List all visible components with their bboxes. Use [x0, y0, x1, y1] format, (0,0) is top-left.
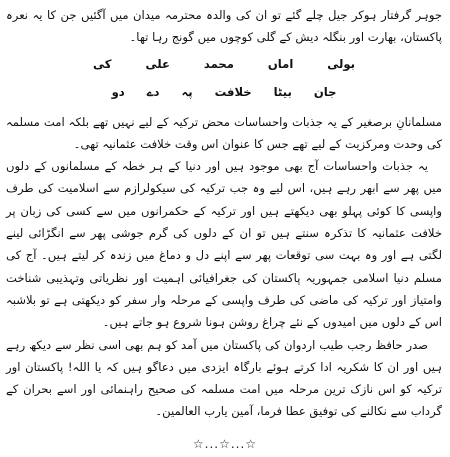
slogan-word: پہ [181, 84, 193, 99]
slogan-word: جان [313, 84, 337, 99]
body-paragraph-1: مسلمانانِ برصغیر کے یہ جذبات واحساسات محض ترکیہ کے لیے نہیں تھے بلکہ امت مسلمہ کی وحدت ومرکزیت کے لیے تھے جس کا عنوان اس وقت خلافت عثمانیہ تھی۔ [6, 114, 442, 151]
slogan-word: بولی [327, 56, 356, 71]
section-divider: ☆...☆...☆ [192, 437, 258, 451]
slogan-word: اماں [267, 56, 294, 71]
body-paragraph-2: یہ جذبات واحساسات آج بھی موجود ہیں اور دنیا کے ہر خطہ کے مسلمانوں کے دلوں میں پھر سے ابھر رہے ہیں، اس لیے وہ جب ترکیہ کی سیکولرازم سے اسلامیت کی طرف واپسی کا کوئی پہلو بھی دیکھتے ہیں اور ترکیہ کے حکمرانوں میں سے کسی کی زبان پر خلافت عثمانیہ کا تذکرہ سنتے ہیں تو ان کے دلوں کی گرم جوشی پھر سے انگڑائی لینے لگتی ہے اور وہ بہت سی توقعات پھر سے اپنے دل و دماغ میں زندہ کر لیتے ہیں۔ آج کی مسلم دنیا اسلامی جمہوریہ پاکستان کی جغرافیائی اہمیت اور نظریاتی وتہذیبی شناخت وامتیاز اور ترکیہ کی ماضی کی طرف واپسی کے مرحلہ وار سفر کو دیکھتی ہے تو بلاشبہ اس کے دلوں میں امیدوں کے نئے چراغ روشن ہونا شروع ہو جاتے ہیں۔ [6, 159, 442, 330]
slogan-verse [6, 51, 442, 109]
slogan-word: خلافت [214, 84, 252, 99]
slogan-line-1 [6, 57, 442, 71]
slogan-line-2 [6, 85, 442, 99]
slogan-word: دو [111, 84, 125, 99]
slogan-word: علی [145, 56, 170, 71]
slogan-word: کی [93, 56, 112, 71]
intro-paragraph: جوہر گرفتار ہوکر جیل چلے گئے تو ان کی والدہ محترمہ میدان میں آگئیں جن کا یہ نعرہ پاکستان، بھارت اور بنگلہ دیش کے گلی کوچوں میں گونج رہا تھا۔ [6, 8, 442, 45]
body-paragraph-3: صدر حافظ رجب طیب اردوان کی پاکستان میں آمد کو ہم بھی اسی نظر سے دیکھ رہے ہیں اور ان کا شکریہ ادا کرتے ہوئے بارگاہ ایزدی میں دعاگو ہیں کہ یا اللہ! پاکستان اور ترکیہ کو اس نازک ترین مرحلہ میں امت مسلمہ کی صحیح راہنمائی اور اسے بحران کے گرداب سے نکالنے کی توفیق عطا فرما، آمین یارب العالمین۔ [6, 337, 442, 419]
slogan-word: محمد [203, 56, 234, 71]
slogan-word: بیٹا [273, 84, 292, 99]
slogan-word: دے [146, 84, 160, 99]
